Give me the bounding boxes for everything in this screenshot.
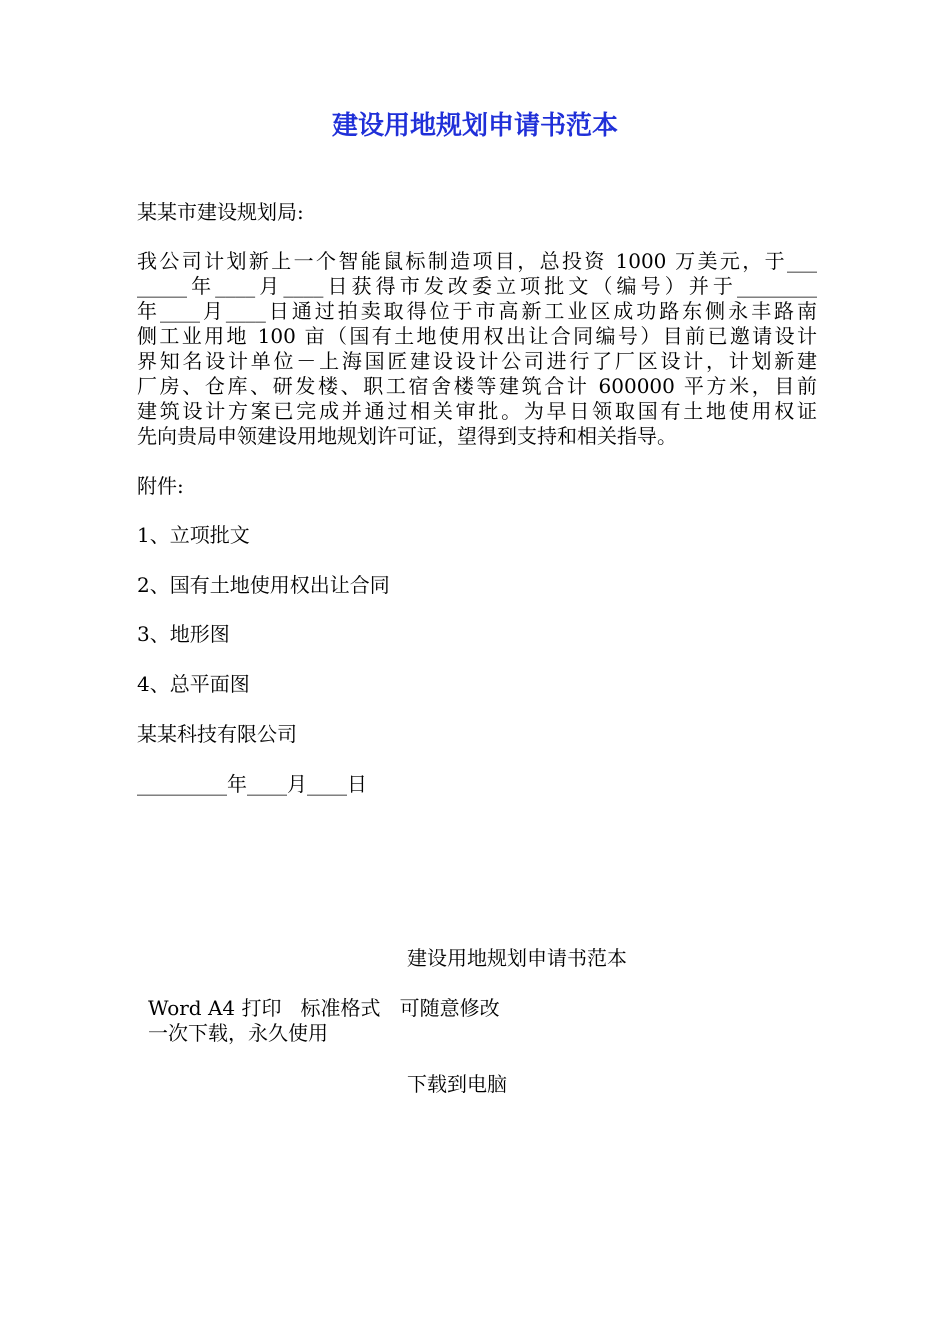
body-paragraph	[137, 249, 817, 449]
body-line: 先向贵局申领建设用地规划许可证，望得到支持和相关指导。	[137, 424, 677, 448]
attachment-item: 2、国有土地使用权出让合同	[137, 573, 390, 597]
attachment-item: 4、总平面图	[137, 672, 250, 696]
company-name: 某某科技有限公司	[137, 722, 297, 746]
body-line: 年____月____日通过拍卖取得位于市高新工业区成功路东侧永丰路南	[137, 299, 817, 323]
download-link[interactable]: 下载到电脑	[407, 1072, 507, 1096]
footer-title: 建设用地规划申请书范本	[407, 946, 627, 970]
attachment-item: 1、立项批文	[137, 523, 250, 547]
footer-usage-line: 一次下载，永久使用	[148, 1021, 328, 1045]
attachments-label: 附件:	[137, 474, 184, 498]
body-line: 我公司计划新上一个智能鼠标制造项目，总投资 1000 万美元，于___	[137, 249, 817, 273]
body-line: 厂房、仓库、研发楼、职工宿舍楼等建筑合计 600000 平方米，目前	[137, 374, 817, 398]
body-line: 界知名设计单位－上海国匠建设设计公司进行了厂区设计，计划新建	[137, 349, 817, 373]
salutation: 某某市建设规划局:	[137, 200, 304, 224]
date-line: _________年____月____日	[137, 772, 367, 796]
document-title: 建设用地规划申请书范本	[331, 111, 618, 141]
body-line: 侧工业用地 100 亩（国有土地使用权出让合同编号）目前已邀请设计	[137, 324, 817, 348]
footer-format-line: Word A4 打印 标准格式 可随意修改	[148, 996, 500, 1020]
body-line: _____年____月____日获得市发改委立项批文（编号）并于________	[137, 274, 817, 298]
body-line: 建筑设计方案已完成并通过相关审批。为早日领取国有土地使用权证	[137, 399, 817, 423]
attachment-item: 3、地形图	[137, 622, 230, 646]
